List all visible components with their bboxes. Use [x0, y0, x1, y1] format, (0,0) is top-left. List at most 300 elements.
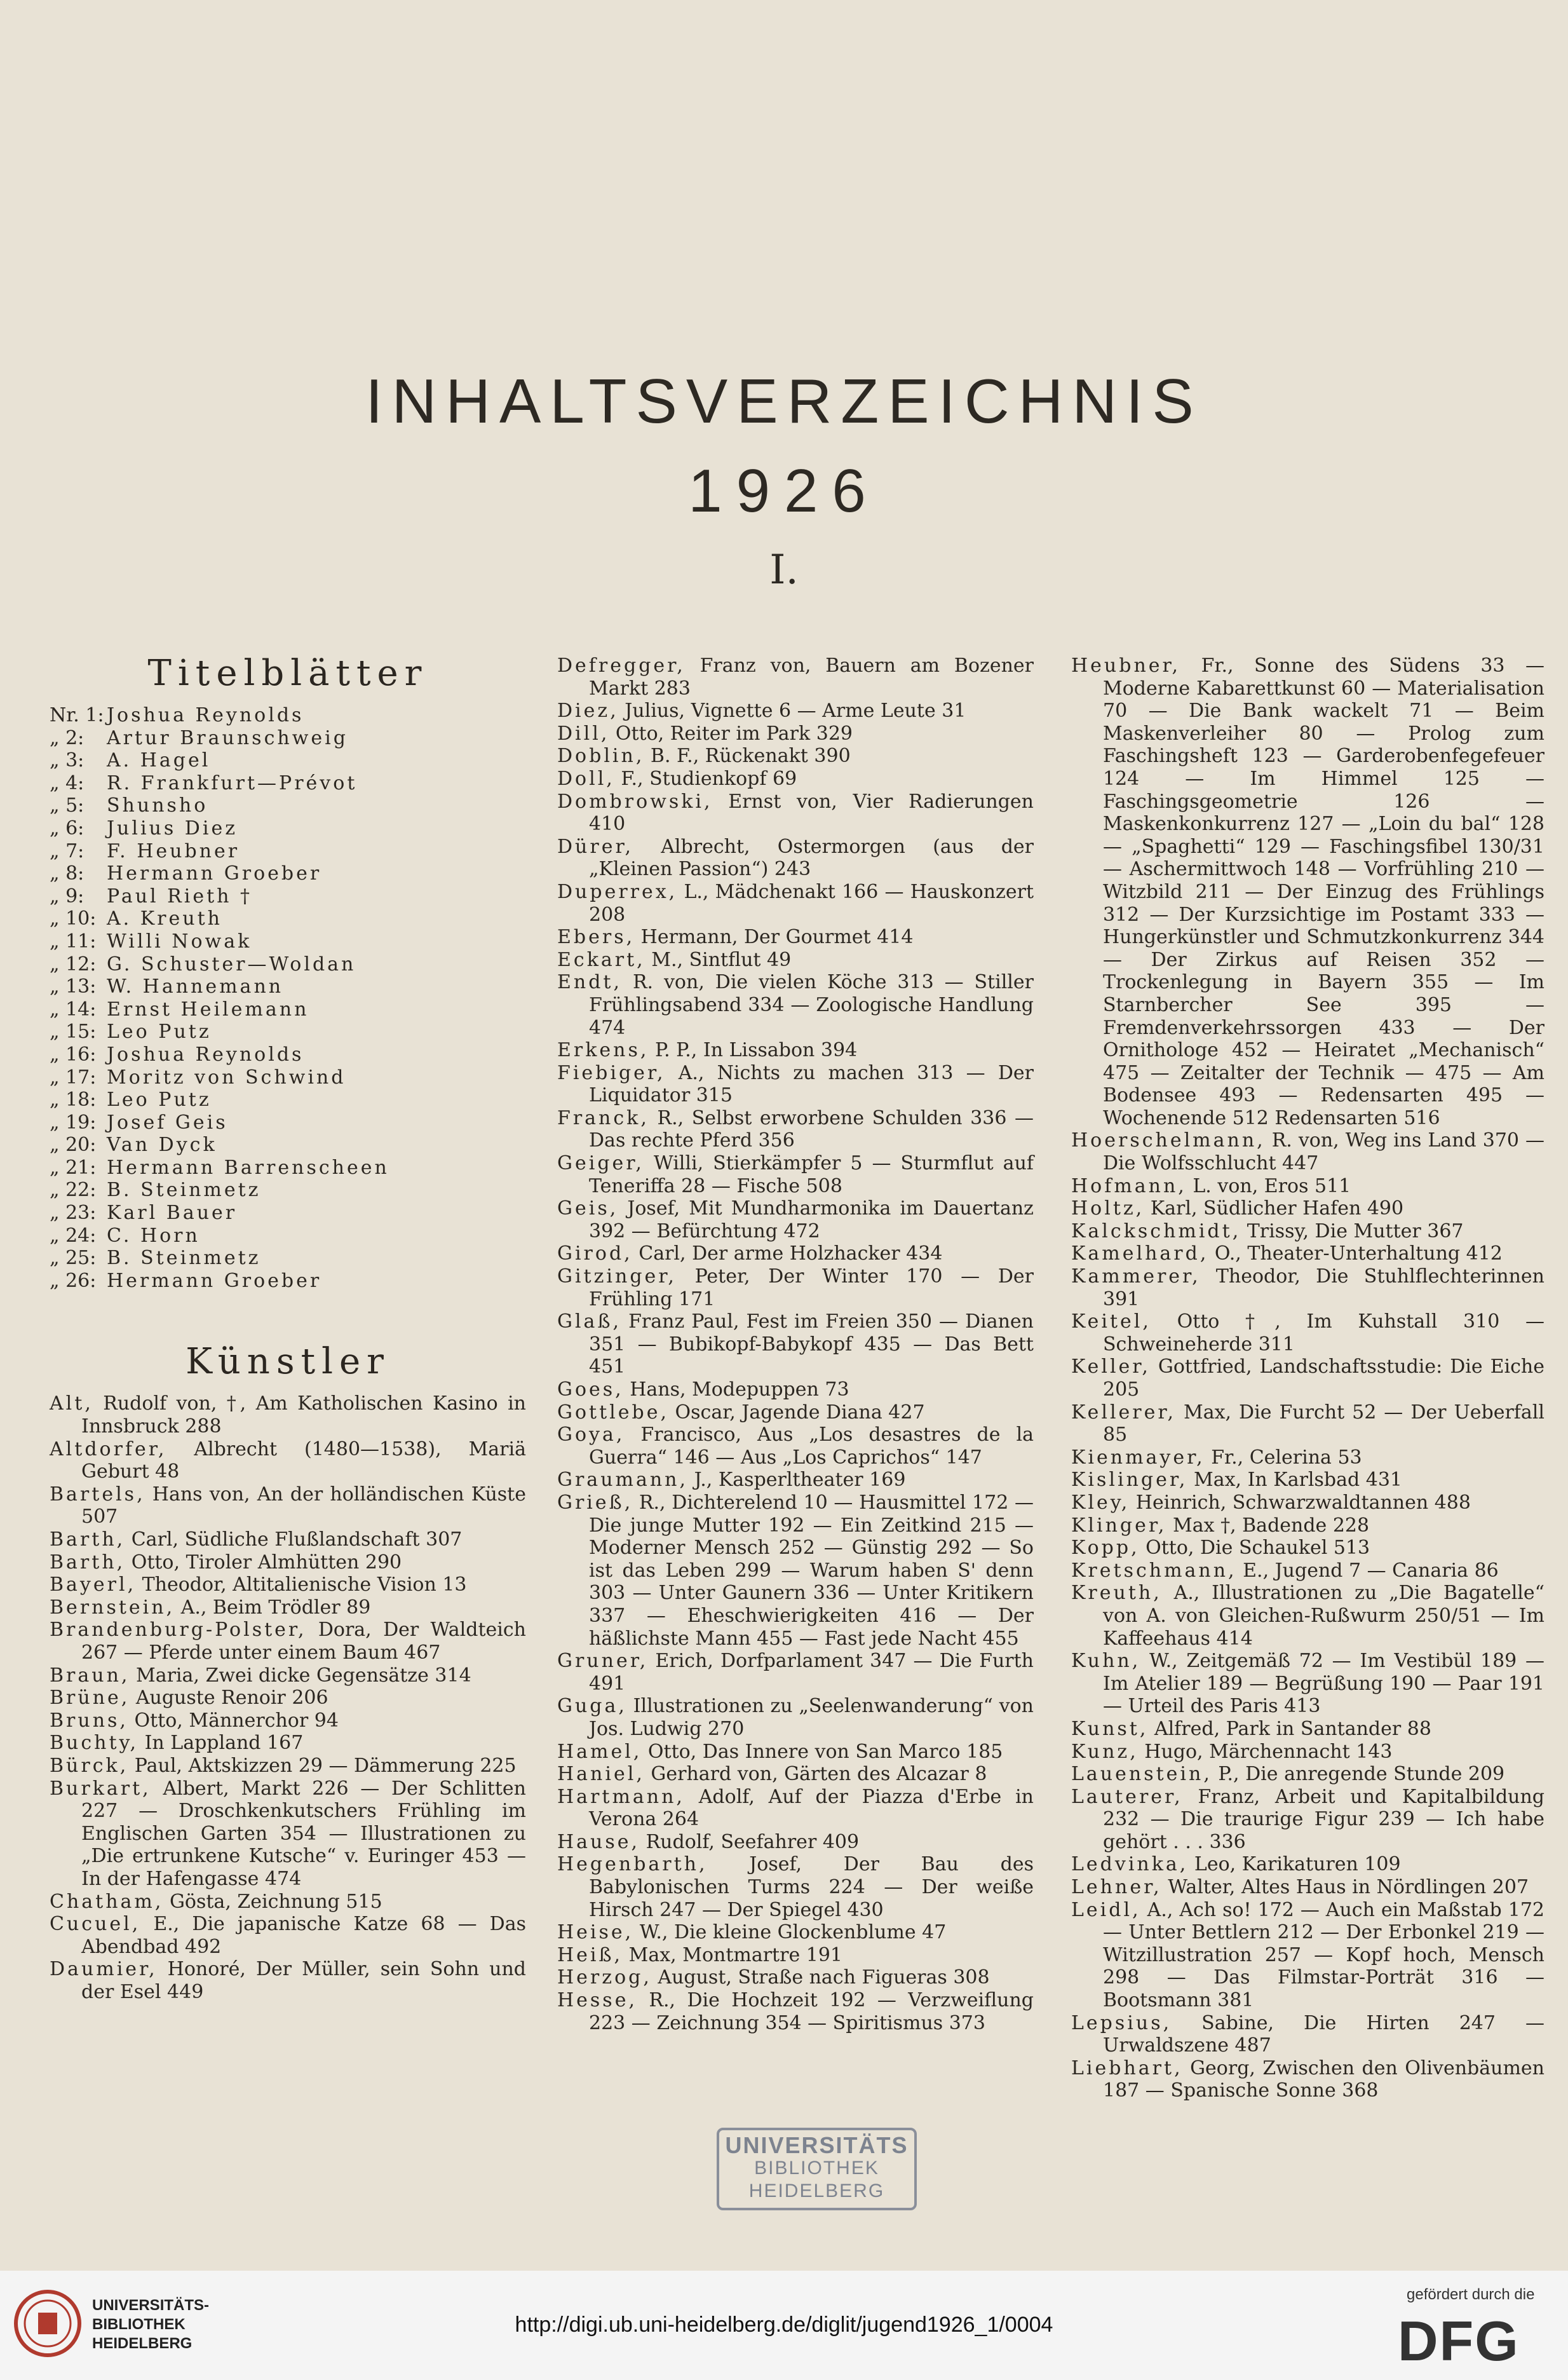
- artist-works: Josef, Der Bau des Babylonischen Turms 224 — Der weiße Hirsch 247 — Der Spiegel 430: [589, 1853, 1034, 1921]
- titelblatt-number: „ 3:: [50, 749, 84, 772]
- artist-entry: [557, 1786, 1034, 1831]
- titelblatt-row: [50, 885, 526, 908]
- artist-works: Albert, Markt 226 — Der Schlitten 227 — Droschkenkutschers Frühling im Englischen Garten 354 — Illustrationen zu „Die ertrunkene Kutsche“ v. Euringer 453 — In der Hafengasse 474: [81, 1777, 526, 1890]
- titelblatt-row: [50, 794, 526, 817]
- artist-name: Barth,: [50, 1551, 126, 1574]
- artist-name: Hofmann,: [1071, 1174, 1187, 1197]
- artist-works: A., Beim Trödler 89: [175, 1596, 371, 1619]
- artist-works: J., Kasperltheater 169: [688, 1469, 906, 1492]
- artist-entry: [50, 1687, 526, 1710]
- titelblatt-row: [50, 953, 526, 976]
- artist-works: Julius, Vignette 6 — Arme Leute 31: [618, 700, 966, 723]
- artist-name: Bayerl,: [50, 1574, 137, 1596]
- titelblatt-artist: G. Schuster—Woldan: [107, 953, 356, 976]
- artist-name: Kopp,: [1071, 1537, 1140, 1560]
- artist-entry: [50, 1778, 526, 1891]
- titelblatt-artist: B. Steinmetz: [107, 1179, 261, 1202]
- artist-entry: [557, 1062, 1034, 1107]
- artist-entry: [1071, 1650, 1544, 1718]
- artist-works: Illustrationen zu „Seelenwanderung“ von Jos. Ludwig 270: [589, 1695, 1034, 1740]
- titelblatt-number: „ 14:: [50, 998, 97, 1021]
- artist-works: Gottfried, Landschaftsstudie: Die Eiche 205: [1103, 1356, 1544, 1401]
- artist-works: Carl, Der arme Holzhacker 434: [632, 1242, 943, 1265]
- artist-name: Heise,: [557, 1921, 634, 1944]
- funder-label: gefördert durch die: [1407, 2286, 1535, 2303]
- titelblatt-artist: Karl Bauer: [107, 1202, 238, 1225]
- titelblatt-row: [50, 1202, 526, 1225]
- artist-entry: [1071, 1786, 1544, 1854]
- titelblatt-artist: C. Horn: [107, 1224, 200, 1247]
- artist-entry: [1071, 1310, 1544, 1356]
- artist-works: August, Straße nach Figueras 308: [651, 1966, 990, 1989]
- artist-entry: [557, 1378, 1034, 1401]
- artist-name: Dürer,: [557, 835, 634, 858]
- titelblatt-row: [50, 1134, 526, 1157]
- artist-works: R. von, Die vielen Köche 313 — Stiller Frühlingsabend 334 — Zoologische Handlung 474: [589, 971, 1034, 1039]
- titelblatt-artist: Julius Diez: [107, 817, 238, 840]
- artist-entry: [557, 1966, 1034, 1989]
- artist-entry: [50, 1392, 526, 1438]
- artist-name: Hartmann,: [557, 1785, 685, 1808]
- artist-works: Otto, Männerchor 94: [128, 1709, 339, 1732]
- titelblatt-artist: Josef Geis: [107, 1111, 228, 1134]
- artist-name: Endt,: [557, 971, 623, 994]
- titelblatt-number: „ 20:: [50, 1134, 97, 1157]
- titelblatt-number: „ 9:: [50, 885, 84, 908]
- artist-entry: [50, 1551, 526, 1574]
- artist-name: Kretschmann,: [1071, 1559, 1237, 1582]
- artist-name: Glaß,: [557, 1310, 622, 1333]
- artist-works: Carl, Südliche Flußlandschaft 307: [125, 1528, 463, 1551]
- artist-entry: [557, 768, 1034, 791]
- artist-entry: [557, 1853, 1034, 1921]
- artist-works: Erich, Dorfparlament 347 — Die Furth 491: [589, 1650, 1034, 1695]
- titelblatt-row: [50, 840, 526, 863]
- artist-entry: [50, 1596, 526, 1619]
- artist-works: Alfred, Park in Santander 88: [1148, 1717, 1431, 1740]
- titelblatt-number: „ 7:: [50, 840, 84, 862]
- artist-name: Kley,: [1071, 1491, 1130, 1514]
- titelblatt-row: [50, 727, 526, 750]
- artist-works: A., Nichts zu machen 313 — Der Liquidator 315: [589, 1061, 1034, 1107]
- artist-works: B. F., Rückenakt 390: [644, 745, 851, 768]
- titelblatt-number: „ 17:: [50, 1066, 97, 1089]
- artist-works: Max, In Karlsbad 431: [1187, 1469, 1403, 1492]
- artist-entry: [557, 1695, 1034, 1740]
- stamp-line-1: UNIVERSITÄTS: [725, 2132, 909, 2158]
- artist-name: Doblin,: [557, 745, 645, 768]
- artist-name: Lepsius,: [1071, 2011, 1172, 2034]
- artist-name: Erkens,: [557, 1039, 649, 1062]
- artist-name: Hoerschelmann,: [1071, 1129, 1266, 1152]
- titelblatt-artist: Shunsho: [107, 794, 208, 817]
- artist-name: Kienmayer,: [1071, 1446, 1205, 1469]
- artist-entry: [557, 1650, 1034, 1695]
- titelblatt-row: [50, 1112, 526, 1134]
- artist-name: Dill,: [557, 722, 610, 745]
- section-heading-kuenstler: Künstler: [186, 1341, 390, 1383]
- artist-name: Hamel,: [557, 1740, 642, 1763]
- artist-works: Albrecht (1480—1538), Mariä Geburt 48: [81, 1438, 526, 1483]
- artist-name: Duperrex,: [557, 880, 678, 903]
- titelblatt-number: „ 13:: [50, 976, 97, 998]
- artist-works: Peter, Der Winter 170 — Der Frühling 171: [589, 1265, 1034, 1310]
- artist-works: P., Die anregende Stunde 209: [1212, 1763, 1505, 1786]
- artist-name: Geis,: [557, 1197, 619, 1220]
- artist-works: M., Sintflut 49: [645, 948, 792, 971]
- artist-name: Haniel,: [557, 1763, 645, 1786]
- artist-entry: [557, 1152, 1034, 1197]
- dfg-logo: DFG: [1398, 2309, 1520, 2372]
- artist-works: Franz Paul, Fest im Freien 350 — Dianen 351 — Bubikopf-Babykopf 435 — Das Bett 451: [589, 1310, 1034, 1378]
- artist-name: Guga,: [557, 1695, 627, 1718]
- artist-name: Keller,: [1071, 1356, 1151, 1378]
- artist-works: Karl, Südlicher Hafen 490: [1144, 1197, 1404, 1220]
- artist-name: Doll,: [557, 767, 615, 790]
- titelblatt-artist: R. Frankfurt—Prévot: [107, 772, 358, 794]
- artist-entry: [1071, 1560, 1544, 1582]
- artist-works: Honoré, Der Müller, sein Sohn und der Esel 449: [81, 1958, 526, 2003]
- artist-entry: [557, 1469, 1034, 1492]
- artist-entry: [557, 1921, 1034, 1944]
- artist-name: Heubner,: [1071, 655, 1181, 677]
- titelblatt-row: [50, 998, 526, 1021]
- artist-entry: [557, 1265, 1034, 1310]
- artist-entry: [1071, 1741, 1544, 1764]
- artist-works: O., Theater-Unterhaltung 412: [1208, 1242, 1503, 1265]
- artist-entry: [1071, 1356, 1544, 1401]
- titelblatt-number: „ 21:: [50, 1156, 97, 1179]
- artist-entry: [557, 949, 1034, 972]
- artist-name: Leidl,: [1071, 1898, 1141, 1921]
- artist-entry: [1071, 1876, 1544, 1899]
- artist-name: Grieß,: [557, 1491, 633, 1514]
- artist-works: Fr., Celerina 53: [1205, 1446, 1362, 1469]
- artist-works: F., Studienkopf 69: [614, 767, 797, 790]
- artist-name: Alt,: [50, 1392, 93, 1415]
- artist-name: Kunst,: [1071, 1717, 1149, 1740]
- artist-entry: [1071, 1446, 1544, 1469]
- titelblatt-artist: Joshua Reynolds: [107, 704, 304, 726]
- artist-entry: [557, 1741, 1034, 1764]
- artist-works: Ernst von, Vier Radierungen 410: [589, 790, 1034, 836]
- artist-entry: [1071, 1853, 1544, 1876]
- artist-name: Graumann,: [557, 1469, 689, 1492]
- artist-entry: [1071, 2057, 1544, 2102]
- artist-works: Franz von, Bauern am Bozener Markt 283: [589, 655, 1034, 700]
- artist-name: Hegenbarth,: [557, 1853, 708, 1876]
- artist-entry: [1071, 1401, 1544, 1446]
- artist-entry: [557, 926, 1034, 949]
- titelblatt-artist: Hermann Barrenscheen: [107, 1156, 389, 1179]
- titelblatt-row: [50, 930, 526, 953]
- artist-entry: [1071, 1220, 1544, 1243]
- titelblatt-row: [50, 749, 526, 772]
- artist-works: Auguste Renoir 206: [130, 1687, 328, 1710]
- artist-entry: [1071, 1514, 1544, 1537]
- artist-list-col2: [557, 655, 1034, 2034]
- artist-works: Rudolf, Seefahrer 409: [640, 1830, 860, 1853]
- stamp-line-2: BIBLIOTHEK: [754, 2158, 879, 2179]
- titelblatt-number: „ 5:: [50, 794, 84, 817]
- artist-works: Rudolf von, †, Am Katholischen Kasino in Innsbruck 288: [81, 1392, 526, 1438]
- artist-entry: [557, 1944, 1034, 1967]
- artist-name: Franck,: [557, 1106, 649, 1129]
- permalink-url[interactable]: http://digi.ub.uni-heidelberg.de/diglit/jugend1926_1/0004: [515, 2313, 1053, 2337]
- artist-name: Ebers,: [557, 926, 635, 949]
- titelblatt-artist: Artur Braunschweig: [107, 726, 348, 749]
- artist-name: Defregger,: [557, 655, 686, 677]
- artist-entry: [1071, 1469, 1544, 1492]
- artist-name: Brüne,: [50, 1687, 130, 1710]
- titelblatt-number: „ 12:: [50, 953, 97, 976]
- titelblatt-number: „ 23:: [50, 1202, 97, 1225]
- artist-entry: [557, 723, 1034, 745]
- artist-works: Theodor, Altitalienische Vision 13: [136, 1574, 467, 1596]
- artist-name: Cucuel,: [50, 1913, 141, 1936]
- artist-entry: [50, 1664, 526, 1687]
- titelblatt-artist: Ernst Heilemann: [107, 998, 309, 1021]
- artist-name: Dombrowski,: [557, 790, 713, 813]
- titelblaetter-list: [50, 704, 526, 1292]
- artist-works: E., Jugend 7 — Canaria 86: [1236, 1559, 1499, 1582]
- artist-name: Kuhn,: [1071, 1650, 1141, 1673]
- artist-name: Bruns,: [50, 1709, 128, 1732]
- artist-name: Hesse,: [557, 1989, 637, 2012]
- logo-line-1: UNIVERSITÄTS-: [92, 2297, 210, 2314]
- artist-name: Barth,: [50, 1528, 126, 1551]
- titelblatt-row: [50, 1270, 526, 1293]
- artist-name: Kamelhard,: [1071, 1242, 1209, 1265]
- titelblatt-number: „ 10:: [50, 908, 97, 930]
- artist-entry: [50, 1574, 526, 1596]
- titelblatt-artist: F. Heubner: [107, 840, 240, 862]
- library-stamp: [717, 2128, 917, 2210]
- artist-entry: [50, 1732, 526, 1755]
- artist-works: Georg, Zwischen den Olivenbäumen 187 — Spanische Sonne 368: [1103, 2057, 1544, 2102]
- titelblatt-row: [50, 862, 526, 885]
- titelblatt-number: „ 6:: [50, 817, 84, 840]
- column-3: [1071, 655, 1544, 2102]
- artist-name: Bürck,: [50, 1754, 129, 1777]
- titelblatt-artist: W. Hannemann: [107, 976, 284, 998]
- artist-entry: [1071, 1537, 1544, 1560]
- artist-works: Otto, Reiter im Park 329: [609, 722, 853, 745]
- artist-works: Hermann, Der Gourmet 414: [635, 926, 914, 949]
- artist-entry: [557, 700, 1034, 723]
- stamp-line-3: HEIDELBERG: [748, 2180, 885, 2201]
- artist-works: Oscar, Jagende Diana 427: [668, 1401, 925, 1424]
- artist-entry: [557, 1424, 1034, 1469]
- titelblatt-number: „ 19:: [50, 1111, 97, 1134]
- artist-works: R. von, Weg ins Land 370 — Die Wolfsschlucht 447: [1103, 1129, 1544, 1175]
- artist-works: Leo, Karikaturen 109: [1188, 1853, 1401, 1876]
- artist-works: Otto, Die Schaukel 513: [1139, 1537, 1370, 1560]
- artist-works: Max, Montmartre 191: [623, 1943, 843, 1966]
- artist-name: Braun,: [50, 1664, 130, 1687]
- titelblatt-artist: Paul Rieth †: [107, 885, 253, 908]
- artist-works: A., Ach so! 172 — Auch ein Maßstab 172 — Unter Bettlern 212 — Der Erbonkel 219 — Witzillustration 257 — Kopf hoch, Mensch 298 — Das Filmstar-Porträt 316 — Bootsmann 381: [1103, 1898, 1544, 2012]
- artist-works: Otto †, Im Kuhstall 310 — Schweineherde 311: [1103, 1310, 1544, 1356]
- artist-entry: [557, 791, 1034, 836]
- titelblatt-number: „ 4:: [50, 772, 84, 794]
- artist-works: Gerhard von, Gärten des Alcazar 8: [644, 1763, 987, 1786]
- artist-entry: [50, 1483, 526, 1528]
- artist-entry: [1071, 1718, 1544, 1741]
- part-numeral: I.: [769, 547, 799, 594]
- year-heading: 1926: [688, 457, 880, 525]
- artist-entry: [557, 745, 1034, 768]
- titelblatt-artist: Moritz von Schwind: [107, 1066, 346, 1089]
- artist-entry: [1071, 1242, 1544, 1265]
- artist-name: Diez,: [557, 700, 619, 723]
- artist-entry: [50, 1619, 526, 1664]
- artist-works: Hans von, An der holländischen Küste 507: [81, 1483, 526, 1528]
- titelblatt-number: „ 15:: [50, 1021, 97, 1044]
- titelblatt-row: [50, 1247, 526, 1270]
- artist-works: W., Zeitgemäß 72 — Im Vestibül 189 — Im Atelier 189 — Begrüßung 190 — Paar 191 — Urteil des Paris 413: [1103, 1650, 1544, 1718]
- page-title: INHALTSVERZEICHNIS: [365, 366, 1203, 436]
- titelblatt-row: [50, 1179, 526, 1202]
- titelblatt-row: [50, 704, 526, 727]
- artist-entry: [50, 1710, 526, 1732]
- titelblatt-artist: Hermann Groeber: [107, 862, 322, 885]
- artist-name: Ledvinka,: [1071, 1853, 1189, 1876]
- artist-entry: [557, 1039, 1034, 1062]
- artist-entry: [1071, 1899, 1544, 2012]
- titelblatt-artist: Joshua Reynolds: [107, 1043, 304, 1066]
- artist-works: Paul, Aktskizzen 29 — Dämmerung 225: [128, 1754, 517, 1777]
- artist-name: Goya,: [557, 1424, 625, 1446]
- viewer-footer: [0, 2271, 1568, 2380]
- artist-entry: [50, 1958, 526, 2003]
- titelblatt-row: [50, 908, 526, 930]
- artist-entry: [1071, 1129, 1544, 1174]
- artist-works: E., Die japanische Katze 68 — Das Abendbad 492: [81, 1913, 526, 1958]
- artist-name: Lauterer,: [1071, 1785, 1183, 1808]
- artist-works: Sabine, Die Hirten 247 — Urwaldszene 487: [1103, 2011, 1544, 2057]
- artist-works: Albrecht, Ostermorgen (aus der „Kleinen Passion“) 243: [589, 835, 1034, 881]
- artist-works: R., Die Hochzeit 192 — Verzweiflung 223 — Zeichnung 354 — Spiritismus 373: [589, 1989, 1034, 2034]
- artist-name: Bartels,: [50, 1483, 145, 1506]
- section-heading-titelblaetter: Titelblätter: [147, 653, 428, 694]
- artist-works: Francisco, Aus „Los desastres de la Guerra“ 146 — Aus „Los Caprichos“ 147: [589, 1424, 1034, 1469]
- artist-works: L., Mädchenakt 166 — Hauskonzert 208: [589, 880, 1034, 926]
- artist-name: Goes,: [557, 1378, 624, 1401]
- artist-list-col3: [1071, 655, 1544, 2102]
- artist-works: Maria, Zwei dicke Gegensätze 314: [130, 1664, 471, 1687]
- artist-entry: [557, 836, 1034, 881]
- artist-works: Otto, Tiroler Almhütten 290: [125, 1551, 402, 1574]
- artist-entry: [1071, 655, 1544, 1129]
- artist-name: Lauenstein,: [1071, 1763, 1212, 1786]
- artist-works: R., Selbst erworbene Schulden 336 — Das rechte Pferd 356: [589, 1106, 1034, 1152]
- artist-works: Otto, Das Innere von San Marco 185: [642, 1740, 1003, 1763]
- titelblatt-row: [50, 1089, 526, 1112]
- titelblatt-number: „ 18:: [50, 1089, 97, 1112]
- titelblatt-row: [50, 976, 526, 998]
- titelblatt-row: [50, 1044, 526, 1066]
- artist-works: A., Illustrationen zu „Die Bagatelle“ von A. von Gleichen-Rußwurm 250/51 — Im Kaffeehaus 414: [1103, 1582, 1544, 1650]
- artist-name: Daumier,: [50, 1958, 158, 1981]
- artist-entry: [50, 1528, 526, 1551]
- artist-entry: [1071, 1763, 1544, 1786]
- artist-name: Herzog,: [557, 1966, 652, 1989]
- artist-entry: [557, 1197, 1034, 1242]
- artist-entry: [1071, 2012, 1544, 2057]
- column-1: [50, 655, 526, 2003]
- titelblatt-row: [50, 817, 526, 840]
- titelblatt-number: Nr. 1:: [50, 704, 104, 726]
- artist-name: Girod,: [557, 1242, 633, 1265]
- artist-works: Gösta, Zeichnung 515: [163, 1890, 382, 1913]
- logo-line-2: BIBLIOTHEK: [92, 2316, 186, 2333]
- artist-name: Kreuth,: [1071, 1582, 1162, 1605]
- artist-entry: [557, 1310, 1034, 1378]
- artist-works: Walter, Altes Haus in Nördlingen 207: [1161, 1876, 1529, 1899]
- titelblatt-row: [50, 772, 526, 795]
- titelblatt-row: [50, 1021, 526, 1044]
- artist-name: Gruner,: [557, 1650, 649, 1673]
- artist-works: Josef, Mit Mundharmonika im Dauertanz 392 — Befürchtung 472: [589, 1197, 1034, 1242]
- artist-entry: [557, 881, 1034, 926]
- titelblatt-artist: Leo Putz: [107, 1021, 212, 1044]
- titelblatt-artist: Willi Nowak: [107, 930, 252, 953]
- artist-name: Klinger,: [1071, 1514, 1167, 1537]
- artist-name: Chatham,: [50, 1890, 164, 1913]
- artist-entry: [50, 1913, 526, 1958]
- artist-name: Keitel,: [1071, 1310, 1151, 1333]
- artist-works: Trissy, Die Mutter 367: [1241, 1220, 1464, 1242]
- artist-entry: [557, 1763, 1034, 1786]
- artist-entry: [557, 1989, 1034, 2034]
- artist-entry: [1071, 1265, 1544, 1310]
- titelblatt-artist: A. Kreuth: [107, 908, 222, 930]
- artist-works: P. P., In Lissabon 394: [649, 1039, 858, 1062]
- titelblatt-number: „ 2:: [50, 726, 84, 749]
- titelblatt-artist: Leo Putz: [107, 1089, 212, 1112]
- logo-line-3: HEIDELBERG: [92, 2335, 193, 2352]
- titelblatt-artist: Van Dyck: [107, 1134, 217, 1157]
- artist-entry: [557, 1242, 1034, 1265]
- artist-name: Lehner,: [1071, 1876, 1162, 1899]
- artist-name: Liebhart,: [1071, 2057, 1183, 2079]
- artist-works: Max, Die Furcht 52 — Der Ueberfall 85: [1103, 1401, 1544, 1446]
- artist-works: Fr., Sonne des Südens 33 — Moderne Kabarettkunst 60 — Materialisation 70 — Die Bank wackelt 71 — Beim Maskenverleiher 80 — Prolog zum Faschingsheft 123 — Garderobenfegefeuer 124 — Im Himmel 125 — Faschingsgeometrie 126 — Maskenkonkurrenz 127 — „Loin du bal“ 128 — „Spaghetti“ 129 — Faschingsfibel 130/31 — Aschermittwoch 148 — Vorfrühling 210 — Witzbild 211 — Der Einzug des Frühlings 312 — Der Kurzsichtige im Postamt 333 — Hungerkünstler und Schmutzkonkurrenz 344 — Der Zirkus auf Reisen 352 — Trockenlegung in Bayern 355 — Im Starnbercher See 395 — Fremdenverkehrssorgen 433 — Der Ornithologe 452 — Heiratet „Mechanisch“ 475 — Zeitalter der Technik — 475 — Am Bodensee 493 — Redensarten 495 — Wochenende 512 Redensarten 516: [1103, 655, 1544, 1129]
- artist-entry: [557, 1831, 1034, 1854]
- titelblatt-number: „ 8:: [50, 862, 84, 885]
- titelblatt-number: „ 24:: [50, 1224, 97, 1247]
- titelblatt-artist: B. Steinmetz: [107, 1247, 261, 1270]
- titelblatt-number: „ 22:: [50, 1179, 97, 1202]
- artist-entry: [557, 655, 1034, 700]
- artist-name: Bernstein,: [50, 1596, 175, 1619]
- artist-works: W., Die kleine Glockenblume 47: [633, 1921, 947, 1944]
- artist-entry: [50, 1755, 526, 1778]
- artist-name: Kammerer,: [1071, 1265, 1201, 1288]
- artist-entry: [557, 1107, 1034, 1152]
- artist-name: Fiebiger,: [557, 1061, 666, 1084]
- artist-name: Brandenburg-Polster,: [50, 1619, 307, 1642]
- artist-works: L. von, Eros 511: [1186, 1174, 1351, 1197]
- artist-name: Kunz,: [1071, 1740, 1139, 1763]
- artist-entry: [50, 1438, 526, 1483]
- artist-name: Kislinger,: [1071, 1469, 1188, 1492]
- artist-name: Heiß,: [557, 1943, 623, 1966]
- titelblatt-row: [50, 1066, 526, 1089]
- artist-works: Dora, Der Waldteich 267 — Pferde unter einem Baum 467: [81, 1619, 526, 1664]
- artist-name: Eckart,: [557, 948, 645, 971]
